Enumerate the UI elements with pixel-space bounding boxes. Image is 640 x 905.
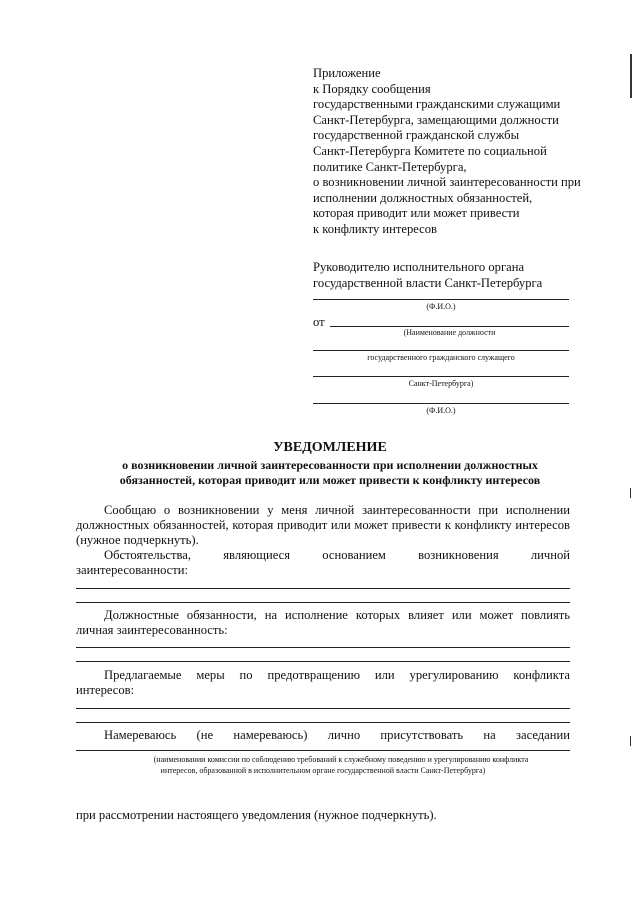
sender-position-field[interactable] — [330, 326, 569, 327]
scan-edge-mark — [630, 488, 631, 498]
paragraph-line: личная заинтересованность: — [76, 623, 228, 637]
commission-field[interactable] — [76, 750, 570, 751]
circumstances-field[interactable] — [76, 588, 570, 589]
appendix-line: государственными гражданскими служащими — [313, 97, 561, 112]
appendix-line: к Порядку сообщения — [313, 81, 431, 96]
sender-city-field[interactable] — [313, 376, 569, 377]
fio-caption: (Ф.И.О.) — [426, 302, 456, 311]
fio-caption-2: (Ф.И.О.) — [426, 406, 456, 415]
paragraph-line: Предлагаемые меры по предотвращению или урегулированию конфликта — [104, 668, 570, 682]
city-caption: Санкт-Петербурга) — [408, 379, 474, 388]
appendix-line: государственной гражданской службы — [313, 128, 520, 143]
recipient-fio-field[interactable] — [313, 299, 569, 300]
notice-subtitle-line: о возникновении личной заинтересованности при исполнении должностных — [122, 458, 538, 472]
sender-fio-field[interactable] — [313, 403, 569, 404]
service-caption: государственного гражданского служащего — [367, 353, 515, 362]
measures-field[interactable] — [76, 708, 570, 709]
paragraph-line: Сообщаю о возникновении у меня личной заинтересованности при исполнении — [104, 503, 570, 517]
paragraph-line: интересов: — [76, 683, 135, 697]
appendix-line: Санкт-Петербурга Комитете по социальной — [313, 143, 547, 158]
appendix-line: которая приводит или может привести — [313, 206, 520, 221]
appendix-line: к конфликту интересов — [313, 221, 437, 236]
paragraph-line: заинтересованности: — [76, 563, 189, 577]
paragraph-line: Должностные обязанности, на исполнение которых влияет или может повлиять — [104, 608, 570, 622]
appendix-line: Приложение — [313, 66, 381, 80]
paragraph-line: Намереваюсь (не намереваюсь) лично присутствовать на заседании — [104, 728, 570, 742]
appendix-line: о возникновении личной заинтересованности при — [313, 175, 581, 190]
addressee-line: государственной власти Санкт-Петербурга — [313, 275, 543, 290]
from-label: от — [313, 315, 325, 329]
closing-line: при рассмотрении настоящего уведомления (нужное подчеркнуть). — [76, 808, 437, 822]
addressee-block — [313, 260, 603, 291]
appendix-line: Санкт-Петербурга, замещающими должности — [313, 112, 559, 127]
paragraph-line: Обстоятельства, являющиеся основанием возникновения личной — [104, 548, 570, 562]
commission-caption-line: (наименовании комиссии по соблюдению требований к служебному поведению и урегулированию конфликта — [153, 755, 529, 764]
paragraph-line: должностных обязанностей, которая приводит или может привести к конфликту интересов — [76, 518, 570, 532]
duties-field[interactable] — [76, 661, 570, 662]
measures-field[interactable] — [76, 722, 570, 723]
scan-edge-mark — [630, 736, 631, 746]
scan-edge-mark — [630, 54, 632, 98]
appendix-line: исполнении должностных обязанностей, — [313, 190, 533, 205]
commission-caption-line: интересов, образованной в исполнительном органе государственной власти Санкт-Петербурга) — [160, 766, 486, 775]
circumstances-field[interactable] — [76, 602, 570, 603]
appendix-header — [313, 66, 603, 238]
addressee-line: Руководителю исполнительного органа — [313, 260, 525, 274]
appendix-line: политике Санкт-Петербурга, — [313, 159, 467, 174]
position-caption: (Наименование должности — [403, 328, 496, 337]
notice-title: УВЕДОМЛЕНИЕ — [273, 440, 387, 455]
paragraph-line: (нужное подчеркнуть). — [76, 533, 199, 547]
duties-field[interactable] — [76, 647, 570, 648]
sender-service-field[interactable] — [313, 350, 569, 351]
notice-subtitle-line: обязанностей, которая приводит или может привести к конфликту интересов — [119, 473, 541, 487]
